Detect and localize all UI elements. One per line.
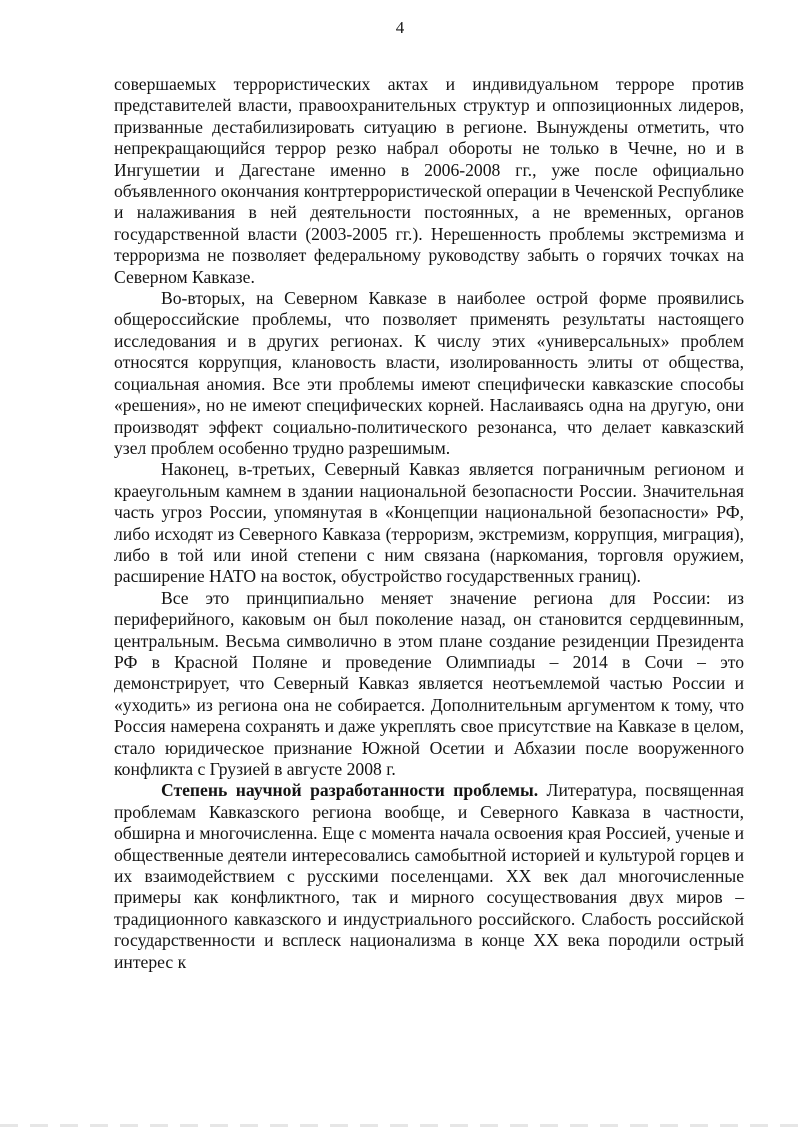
- paragraph-research-degree: [114, 780, 744, 973]
- section-heading: Степень научной разработанности проблемы.: [161, 780, 539, 801]
- paragraph-continuation: [114, 74, 744, 288]
- document-body: [114, 74, 744, 973]
- paragraph-text: Литература, посвященная проблемам Кавказского региона вообще, и Северного Кавказа в частности, обширна и многочисленна. Еще с момента начала освоения края Россией, ученые и общественные деятели интересовались самобытной историей и культурой горцев и их взаимодействием с русскими поселенцами. XX век дал многочисленные примеры как конфликтного, так и мирного сосуществования двух миров – традиционного кавказского и индустриального российского. Слабость российской государственности и всплеск национализма в конце XX века породили острый интерес к: [114, 780, 744, 972]
- scan-edge-artifact: [0, 1124, 800, 1127]
- paragraph-region-significance: [114, 588, 744, 781]
- paragraph-text: Наконец, в-третьих, Северный Кавказ является пограничным регионом и краеугольным камнем в здании национальной безопасности России. Значительная часть угроз России, упомянутая в «Концепции национальной безопасности» РФ, либо исходят из Северного Кавказа (терроризм, экстремизм, коррупция, миграция), либо в той или иной степени с ним связана (наркомания, торговля оружием, расширение НАТО на восток, обустройство государственных границ).: [114, 459, 744, 587]
- paragraph-second-reason: [114, 288, 744, 459]
- paragraph-text: совершаемых террористических актах и индивидуальном терроре против представителей власти, правоохранительных структур и оппозиционных лидеров, призванные дестабилизировать ситуацию в регионе. Вынуждены отметить, что непрекращающийся террор резко набрал обороты не только в Чечне, но и в Ингушетии и Дагестане именно в 2006-2008 гг., уже после официально объявленного окончания контртеррористической операции в Чеченской Республике и налаживания в ней деятельности постоянных, а не временных, органов государственной власти (2003-2005 гг.). Нерешенность проблемы экстремизма и терроризма не позволяет федеральному руководству забыть о горячих точках на Северном Кавказе.: [114, 74, 744, 287]
- paragraph-third-reason: [114, 459, 744, 587]
- paragraph-text: Во-вторых, на Северном Кавказе в наиболее острой форме проявились общероссийские проблемы, что позволяет применять результаты настоящего исследования и в других регионах. К числу этих «универсальных» проблем относятся коррупция, клановость власти, изолированность элиты от общества, социальная аномия. Все эти проблемы имеют специфически кавказские способы «решения», но не имеют специфических корней. Наслаиваясь одна на другую, они производят эффект социально-политического резонанса, что делает кавказский узел проблем особенно трудно разрешимым.: [114, 288, 744, 458]
- page-number: 4: [395, 18, 405, 37]
- paragraph-text: Все это принципиально меняет значение региона для России: из периферийного, каковым он был поколение назад, он становится сердцевинным, центральным. Весьма символично в этом плане создание резиденции Президента РФ в Красной Поляне и проведение Олимпиады – 2014 в Сочи – это демонстрирует, что Северный Кавказ является неотъемлемой частью России и «уходить» из региона она не собирается. Дополнительным аргументом к тому, что Россия намерена сохранять и даже укреплять свое присутствие на Кавказе в целом, стало юридическое признание Южной Осетии и Абхазии после вооруженного конфликта с Грузией в августе 2008 г.: [114, 587, 744, 779]
